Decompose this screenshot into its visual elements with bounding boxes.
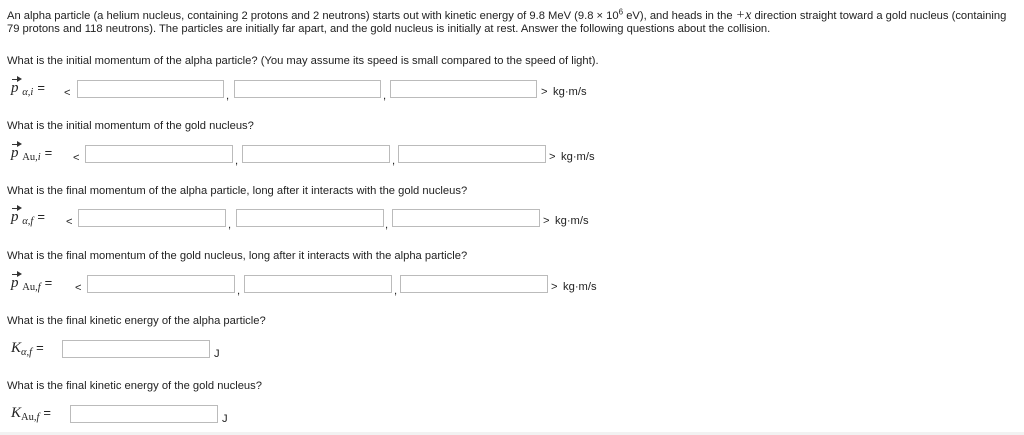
- unit-label: J: [214, 348, 220, 360]
- p-au-f-label: [11, 275, 52, 293]
- unit-label: kg·m/s: [561, 151, 595, 163]
- close-bracket: >: [551, 281, 558, 293]
- open-bracket: <: [64, 87, 71, 99]
- equals-sign: =: [44, 145, 53, 160]
- p-au-f-x-input[interactable]: [87, 275, 235, 293]
- equals-sign: =: [43, 405, 51, 420]
- subscript-au: Au: [21, 412, 34, 423]
- comma: ,: [237, 285, 241, 297]
- equals-sign: =: [37, 209, 45, 224]
- open-bracket: <: [73, 152, 80, 164]
- p-au-i-y-input[interactable]: [242, 145, 390, 163]
- intro-text-3: direction straight toward a gold nucleus (containing 79 protons and 118 neutrons). The particles are initially far apart, and the gold nucleus is initially at rest. Answer the following questions about the collision.: [7, 10, 1007, 35]
- k-au-f-input[interactable]: [70, 405, 218, 423]
- k-symbol: K: [11, 340, 22, 356]
- p-alpha-f-label: [11, 209, 45, 227]
- equals-sign: =: [44, 275, 53, 290]
- subscript: α,i: [22, 87, 34, 98]
- question-1-text: What is the initial momentum of the alpha particle? (You may assume its speed is small compared to the speed of light).: [7, 55, 599, 67]
- comma: ,: [383, 90, 387, 102]
- unit-label: kg·m/s: [555, 215, 589, 227]
- k-au-f-label: [11, 405, 51, 423]
- unit-label: kg·m/s: [553, 86, 587, 98]
- vector-symbol: p: [11, 145, 19, 161]
- close-bracket: >: [541, 86, 548, 98]
- p-au-i-z-input[interactable]: [398, 145, 546, 163]
- p-au-i-label: [11, 145, 52, 163]
- question-5-text: What is the final kinetic energy of the alpha particle?: [7, 315, 266, 327]
- unit-label: J: [222, 413, 228, 425]
- open-bracket: <: [66, 216, 73, 228]
- subscript-au: Au: [22, 282, 36, 293]
- subscript-f: ,f: [33, 412, 40, 423]
- subscript: α,f: [22, 216, 34, 227]
- direction-symbol: +x: [735, 8, 752, 23]
- p-au-i-x-input[interactable]: [85, 145, 233, 163]
- p-alpha-f-y-input[interactable]: [236, 209, 384, 227]
- equals-sign: =: [36, 340, 44, 355]
- problem-statement: [7, 7, 1019, 35]
- p-au-f-z-input[interactable]: [400, 275, 548, 293]
- subscript-i: ,i: [35, 152, 41, 163]
- vector-symbol: p: [11, 275, 19, 291]
- comma: ,: [235, 155, 239, 167]
- k-alpha-f-label: [11, 340, 44, 358]
- k-symbol: K: [11, 405, 22, 421]
- question-4-text: What is the final momentum of the gold nucleus, long after it interacts with the alpha particle?: [7, 250, 468, 262]
- comma: ,: [228, 219, 232, 231]
- close-bracket: >: [543, 215, 550, 227]
- p-alpha-i-x-input[interactable]: [77, 80, 224, 98]
- p-alpha-i-z-input[interactable]: [390, 80, 537, 98]
- equals-sign: =: [37, 80, 45, 95]
- question-3-text: What is the final momentum of the alpha particle, long after it interacts with the gold nucleus?: [7, 185, 468, 197]
- p-alpha-f-x-input[interactable]: [78, 209, 226, 227]
- unit-label: kg·m/s: [563, 281, 597, 293]
- exponent: 6: [618, 7, 624, 17]
- intro-text-1: An alpha particle (a helium nucleus, containing 2 protons and 2 neutrons) starts out with kinetic energy of 9.8 MeV (9.8 × 10: [7, 10, 619, 22]
- p-alpha-f-z-input[interactable]: [392, 209, 540, 227]
- vector-symbol: p: [11, 80, 19, 96]
- comma: ,: [394, 285, 398, 297]
- comma: ,: [385, 219, 389, 231]
- p-au-f-y-input[interactable]: [244, 275, 392, 293]
- comma: ,: [226, 90, 230, 102]
- close-bracket: >: [549, 151, 556, 163]
- open-bracket: <: [75, 282, 82, 294]
- vector-symbol: p: [11, 209, 19, 225]
- comma: ,: [392, 155, 396, 167]
- subscript-f: ,f: [35, 282, 41, 293]
- subscript: α,f: [21, 347, 33, 358]
- p-alpha-i-label: [11, 80, 45, 98]
- subscript-au: Au: [22, 152, 36, 163]
- question-2-text: What is the initial momentum of the gold nucleus?: [7, 120, 254, 132]
- k-alpha-f-input[interactable]: [62, 340, 210, 358]
- p-alpha-i-y-input[interactable]: [234, 80, 381, 98]
- intro-text-2: eV), and heads in the: [623, 10, 736, 22]
- question-6-text: What is the final kinetic energy of the gold nucleus?: [7, 380, 262, 392]
